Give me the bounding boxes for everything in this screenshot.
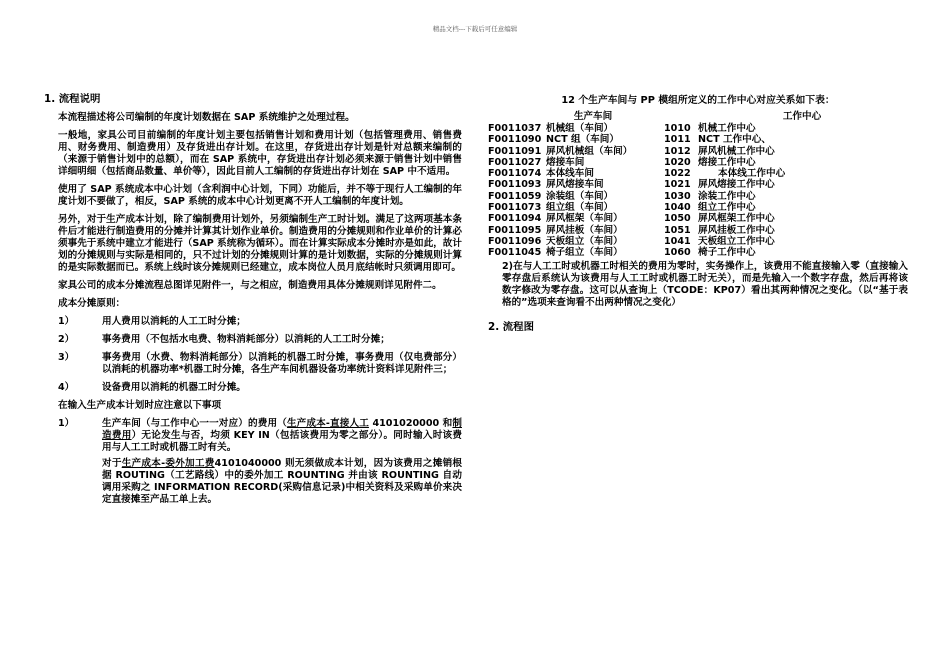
notice-outsourcing-paragraph bbox=[44, 458, 462, 506]
paragraph-annual-plan: 一般地，家具公司目前编制的年度计划主要包括销售计划和费用计划（包括管理费用、销售费用、财务费用、制造费用）及存货进出存计划。在这里，存货进出存计划是针对总额来编制的（来源于销售计划中的总额），而在 SAP 系统中，存货进出存计划必须来源于销售计划中销售详细明细（包括商品数量、单价等），因此目前人工编制的存货进出存计划在 SAP 中不适用。 bbox=[58, 130, 462, 177]
workshop-code: F0011074 bbox=[488, 168, 542, 180]
workshop-code: F0011090 bbox=[488, 134, 542, 146]
rules-title: 成本分摊原则： bbox=[58, 298, 126, 309]
list-item-number: 3） bbox=[58, 352, 75, 363]
table-row bbox=[488, 202, 908, 213]
list-item-text: 用人费用以消耗的人工工时分摊； bbox=[102, 316, 246, 327]
workshop-name: 涂装组（车间） bbox=[546, 190, 614, 202]
list-item-number: 1） bbox=[58, 316, 75, 327]
table-row bbox=[488, 225, 908, 236]
work-center-code: 1050 bbox=[664, 213, 691, 225]
workshop-name: 屏风挂板（车间） bbox=[546, 224, 623, 236]
table-row bbox=[488, 168, 908, 179]
section-title-flowchart: 2. 流程图 bbox=[488, 320, 534, 333]
list-item-text: 事务费用（不包括水电费、物料消耗部分）以消耗的人工工时分摊； bbox=[102, 334, 390, 345]
table-row bbox=[488, 157, 908, 168]
notice-underlined-term: 生产成本-直接人工 bbox=[286, 418, 369, 429]
workshop-name: 组立组（车间） bbox=[546, 202, 614, 214]
work-center-name: 涂装工作中心 bbox=[698, 190, 756, 202]
workshop-name: 熔接车间 bbox=[546, 156, 585, 168]
table-row bbox=[488, 236, 908, 247]
work-center-code: 1051 bbox=[664, 224, 691, 236]
list-item bbox=[44, 352, 462, 376]
workshop-name: 机械组（车间） bbox=[546, 123, 614, 134]
list-item-number: 4） bbox=[58, 382, 75, 393]
workshop-code: F0011091 bbox=[488, 145, 542, 157]
work-center-name: 天板组立工作中心 bbox=[698, 235, 775, 247]
table-row bbox=[488, 123, 908, 134]
left-column bbox=[44, 93, 462, 512]
paragraph-allocation-flow: 家具公司的成本分摊流程总图详见附件一，与之相应，制造费用具体分摊规则详见附件二。 bbox=[58, 280, 442, 291]
table-row bbox=[488, 146, 908, 157]
list-item-number: 2） bbox=[58, 334, 75, 345]
work-center-name: 机械工作中心 bbox=[698, 123, 756, 134]
right-column bbox=[488, 95, 908, 340]
work-center-name: 屏风机械工作中心 bbox=[698, 145, 775, 157]
paragraph-production-cost-plan: 另外，对于生产成本计划，除了编制费用计划外，另须编制生产工时计划。满足了这两项基本条件后才能进行制造费用的分摊并计算其计划作业单价。制造费用的分摊规则和作业单价的计算必须事先于系统中建立才能进行（SAP 系统称为循环）。而在计算实际成本分摊时亦是如此，故计划的分摊规则与实际是相同的，只不过计划的分摊规则计算的是计划数据，实际的分摊规则计算的是实际数据而已。系统上线时该分摊规则已经建立，成本岗位人员月底结帐时只须调用即可。 bbox=[58, 214, 462, 273]
zero-cost-note: 2)在与人工工时或机器工时相关的费用为零时，实务操作上，该费用不能直接输入零（直接输入零存盘后系统认为该费用与人工工时或机器工时无关），而是先输入一个数字存盘，然后再将该数字修改为零存盘。这可以从查询上（TCODE：KP07）看出其两种情况之变化。（以“基于表格的”选项来查询看不出两种情况之变化） bbox=[502, 260, 908, 308]
list-item-text: 事务费用（水费、物料消耗部分）以消耗的机器工时分摊，事务费用（仅电费部分）以消耗的机器功率*机器工时分摊，各生产车间机器设备功率统计资料详见附件三； bbox=[102, 352, 462, 375]
workshop-name: 屏风熔接车间 bbox=[546, 179, 604, 191]
notice-item bbox=[44, 418, 462, 454]
work-center-code: 1030 bbox=[664, 190, 691, 202]
notice-text-part: 生产车间（与工作中心一一对应）的费用（ bbox=[102, 418, 287, 429]
table-row bbox=[488, 247, 908, 258]
work-center-code: 1011 bbox=[664, 134, 691, 146]
work-center-code: 1040 bbox=[664, 202, 691, 214]
notice-text-part: ）无论发生与否，均须 KEY IN（包括该费用为零之部分）。同时输入时该费用与人工工时或机器工时有关。 bbox=[102, 430, 463, 453]
workshop-name: 椅子组立（车间） bbox=[546, 247, 623, 259]
work-center-name: NCT 工作中心、 bbox=[698, 134, 771, 146]
workshop-code: F0011094 bbox=[488, 213, 542, 225]
notice-text-part: 4101040000 则无须做成本计划，因为该费用之摊销根据 ROUTING（工艺路线）中的委外加工 ROUNTING 并由该 ROUNTING 自动调用采购之 INFORMATION RECORD(采购信息记录)中相关资料及采购单价来决定直接摊至产品工单上去。 bbox=[102, 458, 463, 505]
work-center-code: 1010 bbox=[664, 123, 691, 134]
workshop-code: F0011037 bbox=[488, 123, 542, 134]
page-header-note: 精品文档---下载后可任意编辑 bbox=[432, 25, 518, 33]
paragraph-cost-center-plan: 使用了 SAP 系统成本中心计划（含利润中心计划，下同）功能后，并不等于现行人工编制的年度计划不要做了，相反，SAP 系统的成本中心计划更离不开人工编制的年度计划。 bbox=[58, 184, 462, 207]
workshop-name: 天板组立（车间） bbox=[546, 235, 623, 247]
workshop-code: F0011095 bbox=[488, 224, 542, 236]
workshop-code: F0011045 bbox=[488, 247, 542, 259]
work-center-name: 屏风熔接工作中心 bbox=[698, 179, 775, 191]
workshop-name: 屏风机械组（车间） bbox=[546, 145, 633, 157]
work-center-name: 屏风挂板工作中心 bbox=[698, 224, 775, 236]
notice-text-part: 4101020000 和 bbox=[372, 418, 453, 429]
workshop-code: F0011027 bbox=[488, 156, 542, 168]
workshop-code: F0011093 bbox=[488, 179, 542, 191]
table-row bbox=[488, 134, 908, 145]
notice-underlined-term: 生产成本-委外加工费 bbox=[121, 458, 215, 469]
intro-paragraph: 本流程描述将公司编制的年度计划数据在 SAP 系统维护之处理过程。 bbox=[58, 112, 355, 123]
column-header-workshop: 生产车间 bbox=[573, 111, 613, 122]
notice-text-part: 对于 bbox=[102, 458, 122, 469]
work-center-code: 1060 bbox=[664, 247, 691, 259]
work-center-code: 1021 bbox=[664, 179, 691, 191]
work-center-name: 组立工作中心 bbox=[698, 202, 756, 214]
work-center-code: 1041 bbox=[664, 235, 691, 247]
workshop-code: F0011073 bbox=[488, 202, 542, 214]
work-center-code: 1022 bbox=[664, 168, 691, 180]
work-center-code: 1020 bbox=[664, 156, 691, 168]
workshop-name: 本体线车间 bbox=[546, 168, 594, 180]
workshop-code: F0011096 bbox=[488, 235, 542, 247]
work-center-name: 熔接工作中心 bbox=[698, 156, 756, 168]
workshop-code: F0011059 bbox=[488, 190, 542, 202]
list-item-text: 设备费用以消耗的机器工时分摊。 bbox=[102, 382, 246, 393]
notice-title: 在输入生产成本计划时应注意以下事项 bbox=[58, 400, 222, 411]
table-row bbox=[488, 179, 908, 190]
work-center-table-body bbox=[488, 123, 908, 259]
workshop-name: NCT 组（车间） bbox=[546, 134, 619, 146]
work-center-table-title: 12 个生产车间与 PP 模组所定义的工作中心对应关系如下表： bbox=[561, 95, 835, 106]
section-title-process-description: 1. 流程说明 bbox=[44, 93, 101, 105]
list-item-number: 1） bbox=[58, 418, 75, 429]
list-item bbox=[44, 334, 462, 346]
work-center-name: 本体线工作中心 bbox=[698, 168, 786, 180]
work-center-name: 屏风框架工作中心 bbox=[698, 213, 775, 225]
work-center-code: 1012 bbox=[664, 145, 691, 157]
column-header-work-center: 工作中心 bbox=[782, 111, 822, 122]
work-center-name: 椅子工作中心 bbox=[698, 247, 756, 259]
table-row bbox=[488, 213, 908, 224]
list-item bbox=[44, 316, 462, 328]
notice-underlined-term: 制造费用 bbox=[102, 418, 462, 441]
notice-text bbox=[102, 418, 462, 454]
table-row bbox=[488, 191, 908, 202]
work-center-table-header bbox=[488, 111, 908, 123]
workshop-name: 屏风框架（车间） bbox=[546, 213, 623, 225]
list-item bbox=[44, 382, 462, 394]
